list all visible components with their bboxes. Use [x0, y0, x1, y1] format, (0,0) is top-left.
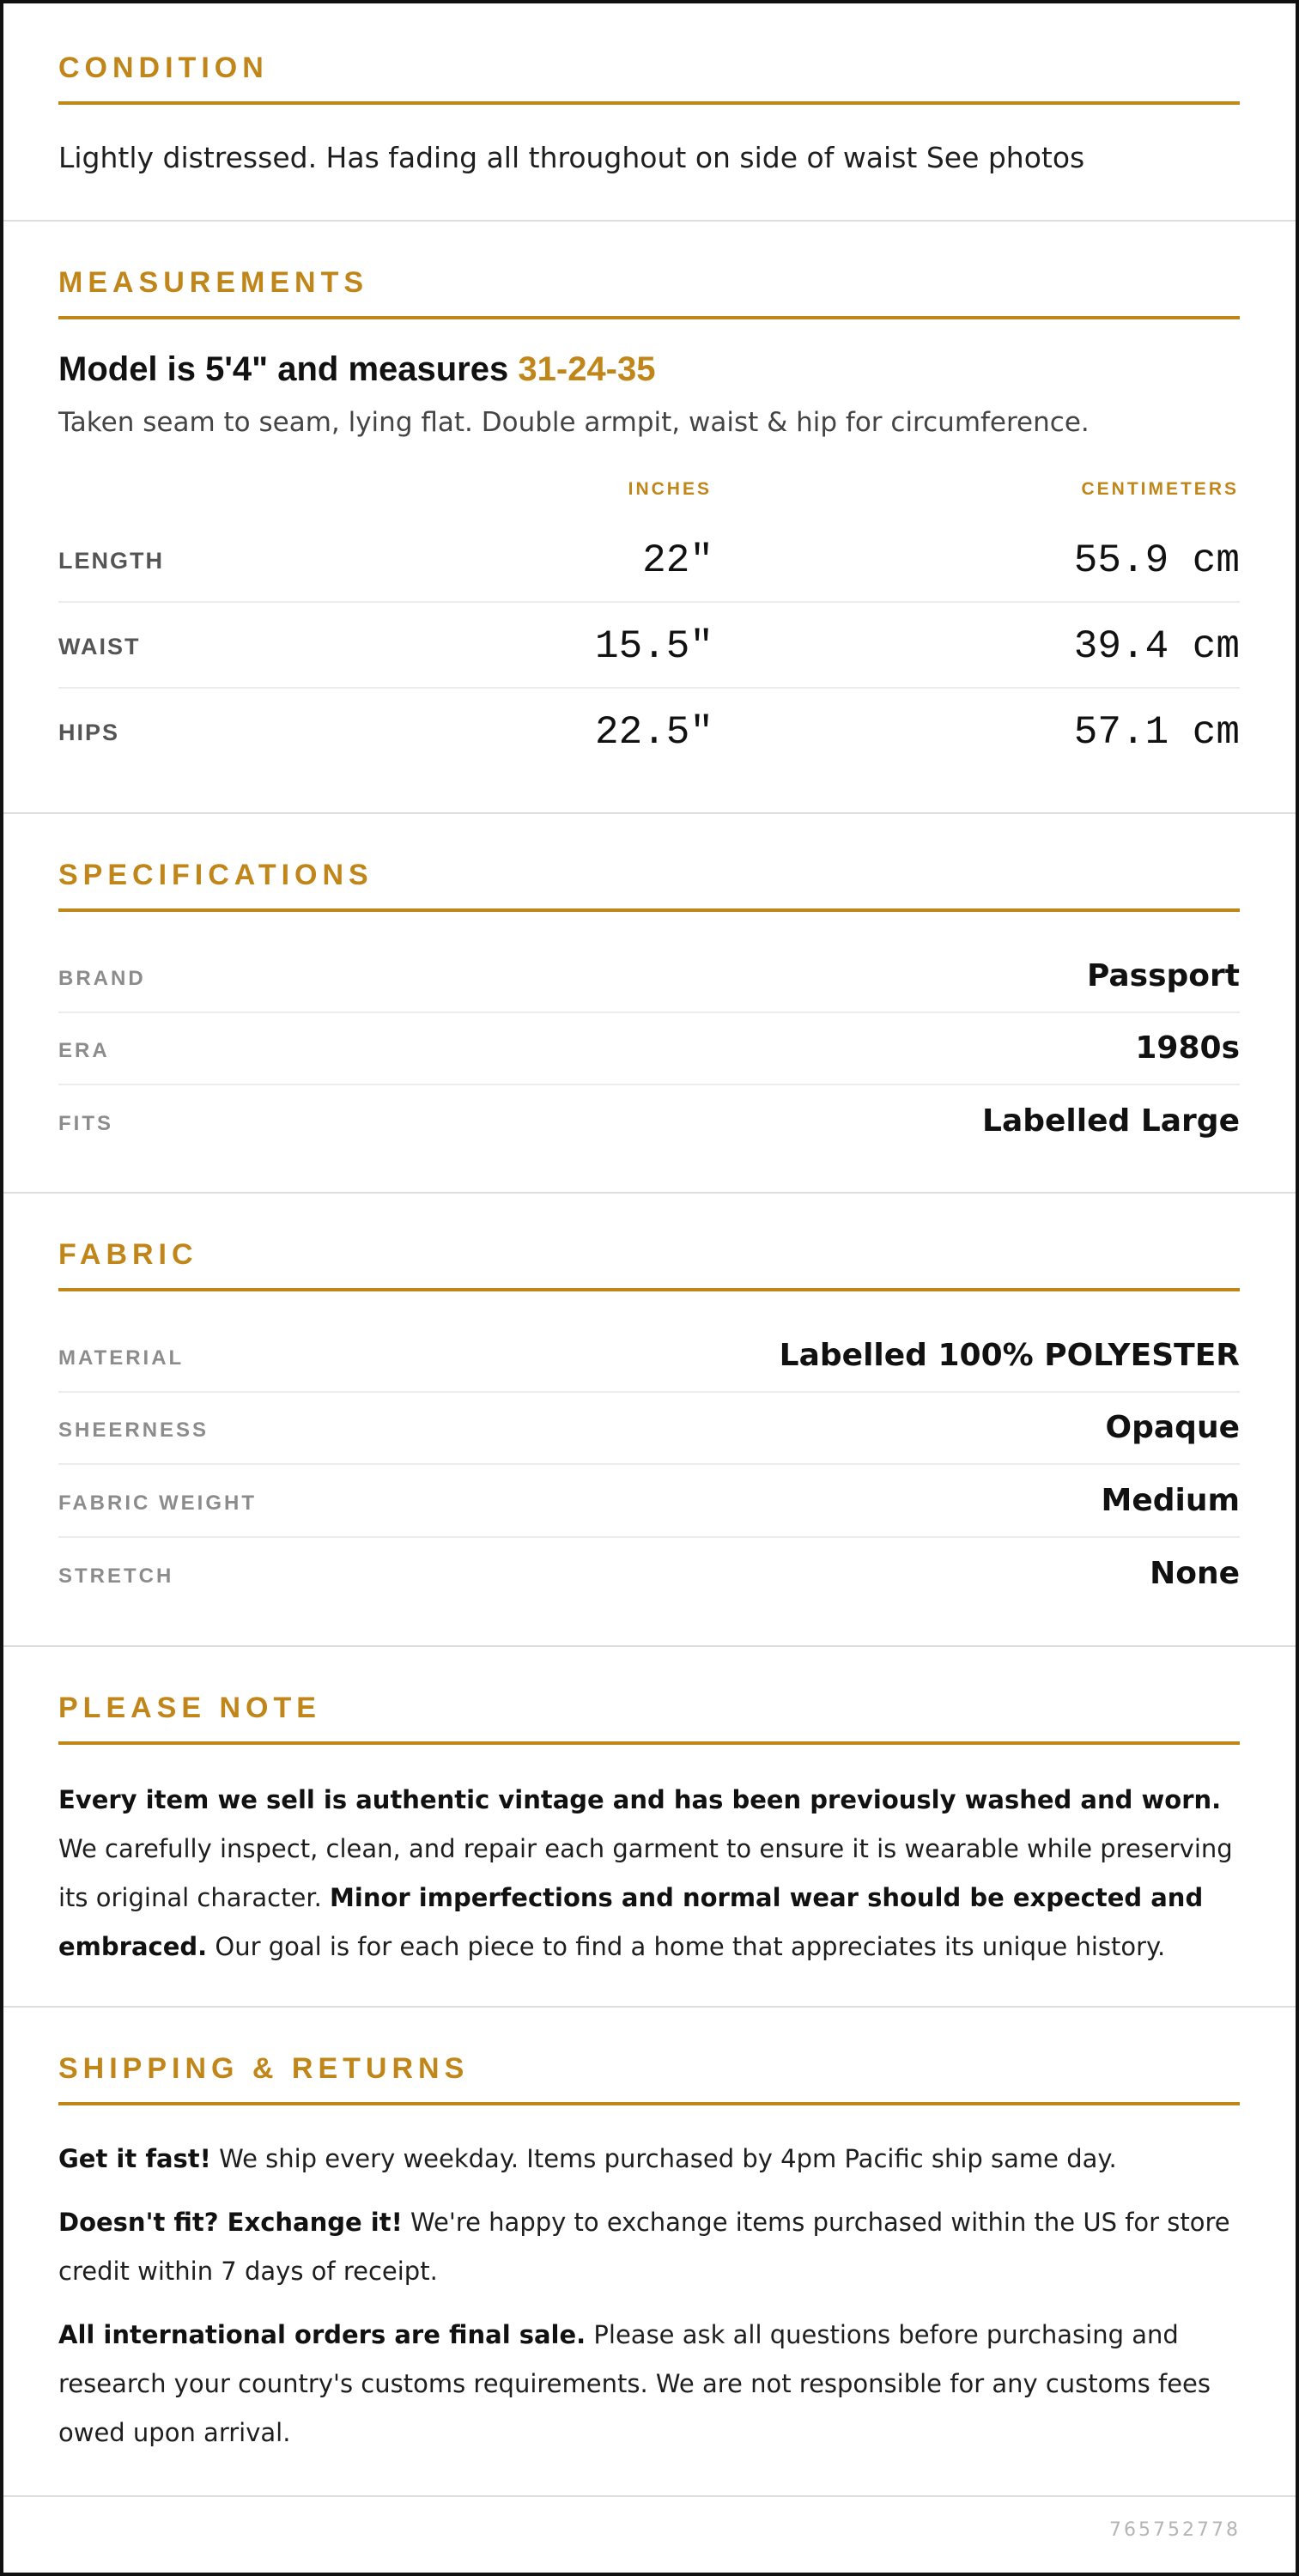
measurement-label-hips: HIPS [58, 720, 120, 745]
shipping-heading: SHIPPING & RETURNS [58, 2052, 470, 2085]
please-note-bold-2: Minor imperfections and normal wear should be expected and embraced. [58, 1883, 1204, 1961]
measurement-cm-hips: 57.1 cm [1073, 710, 1240, 755]
measurement-inches-length: 22" [642, 538, 713, 583]
condition-rule [58, 101, 1240, 105]
please-note-bold-1: Every item we sell is authentic vintage and has been previously washed and worn. [58, 1785, 1222, 1814]
measurement-divider [58, 687, 1240, 689]
measurements-section [3, 222, 1296, 814]
model-measurements-numbers: 31-24-35 [518, 350, 656, 388]
measurement-note: Taken seam to seam, lying flat. Double armpit, waist & hip for circumference. [58, 407, 1090, 438]
fabric-section [3, 1194, 1296, 1647]
shipping-paragraph-1 [58, 2135, 1243, 2184]
please-note-rule [58, 1741, 1240, 1745]
shipping-section [3, 2008, 1296, 2497]
fabric-divider [58, 1391, 1240, 1393]
spec-label-brand: BRAND [58, 967, 146, 990]
fabric-divider [58, 1536, 1240, 1538]
measurement-inches-waist: 15.5" [594, 624, 713, 669]
condition-text: Lightly distressed. Has fading all throughout on side of waist See photos [58, 141, 1085, 174]
spec-value-brand: Passport [1086, 958, 1240, 993]
model-measurements-prefix: Model is 5'4" and measures [58, 350, 509, 388]
fabric-rule [58, 1288, 1240, 1291]
shipping-paragraph-3 [58, 2311, 1243, 2458]
fabric-value-material: Labelled 100% POLYESTER [779, 1338, 1240, 1373]
shipping-rule [58, 2102, 1240, 2105]
shipping-bold-2: Doesn't fit? Exchange it! [58, 2208, 403, 2237]
fabric-value-sheerness: Opaque [1105, 1410, 1240, 1445]
condition-section [3, 3, 1296, 222]
column-head-inches: INCHES [628, 479, 712, 499]
measurements-heading: MEASUREMENTS [58, 266, 369, 299]
spec-label-fits: FITS [58, 1112, 113, 1135]
model-measurements-line [58, 350, 1240, 389]
spec-divider [58, 1012, 1240, 1013]
please-note-paragraph [58, 1776, 1243, 1971]
spec-value-era: 1980s [1135, 1030, 1240, 1066]
shipping-text-2: We're happy to exchange items purchased within the US for store credit within 7 days of receipt. [58, 2208, 1230, 2286]
measurements-rule [58, 316, 1240, 319]
fabric-label-weight: FABRIC WEIGHT [58, 1492, 257, 1515]
fabric-value-weight: Medium [1101, 1483, 1240, 1518]
item-id: 765752778 [1109, 2519, 1241, 2541]
please-note-section [3, 1647, 1296, 2008]
please-note-text-1: We carefully inspect, clean, and repair each garment to ensure it is wearable while preserving its original character. [58, 1834, 1233, 1912]
measurement-divider [58, 601, 1240, 603]
fabric-label-stretch: STRETCH [58, 1564, 174, 1588]
measurement-cm-length: 55.9 cm [1073, 538, 1240, 583]
spec-label-era: ERA [58, 1039, 110, 1062]
spec-value-fits: Labelled Large [982, 1103, 1240, 1139]
spec-divider [58, 1084, 1240, 1085]
specifications-heading: SPECIFICATIONS [58, 859, 373, 891]
measurement-cm-waist: 39.4 cm [1073, 624, 1240, 669]
shipping-bold-3: All international orders are final sale. [58, 2320, 586, 2349]
please-note-text-2: Our goal is for each piece to find a home that appreciates its unique history. [207, 1932, 1166, 1961]
measurement-inches-hips: 22.5" [594, 710, 713, 755]
please-note-heading: PLEASE NOTE [58, 1692, 321, 1724]
measurement-label-length: LENGTH [58, 548, 164, 574]
fabric-value-stretch: None [1150, 1556, 1240, 1591]
fabric-label-sheerness: SHEERNESS [58, 1419, 209, 1442]
specifications-rule [58, 908, 1240, 912]
shipping-paragraph-2 [58, 2198, 1243, 2296]
shipping-text-1: We ship every weekday. Items purchased by 4pm Pacific ship same day. [210, 2144, 1117, 2173]
shipping-text-3: Please ask all questions before purchasing and research your country's customs requirements. We are not responsible for any customs fees owed upon arrival. [58, 2320, 1211, 2447]
specifications-section [3, 814, 1296, 1194]
fabric-heading: FABRIC [58, 1238, 198, 1271]
condition-heading: CONDITION [58, 52, 269, 84]
shipping-bold-1: Get it fast! [58, 2144, 211, 2173]
fabric-label-material: MATERIAL [58, 1346, 185, 1370]
column-head-centimeters: CENTIMETERS [1081, 479, 1239, 499]
measurement-label-waist: WAIST [58, 634, 141, 659]
fabric-divider [58, 1463, 1240, 1465]
